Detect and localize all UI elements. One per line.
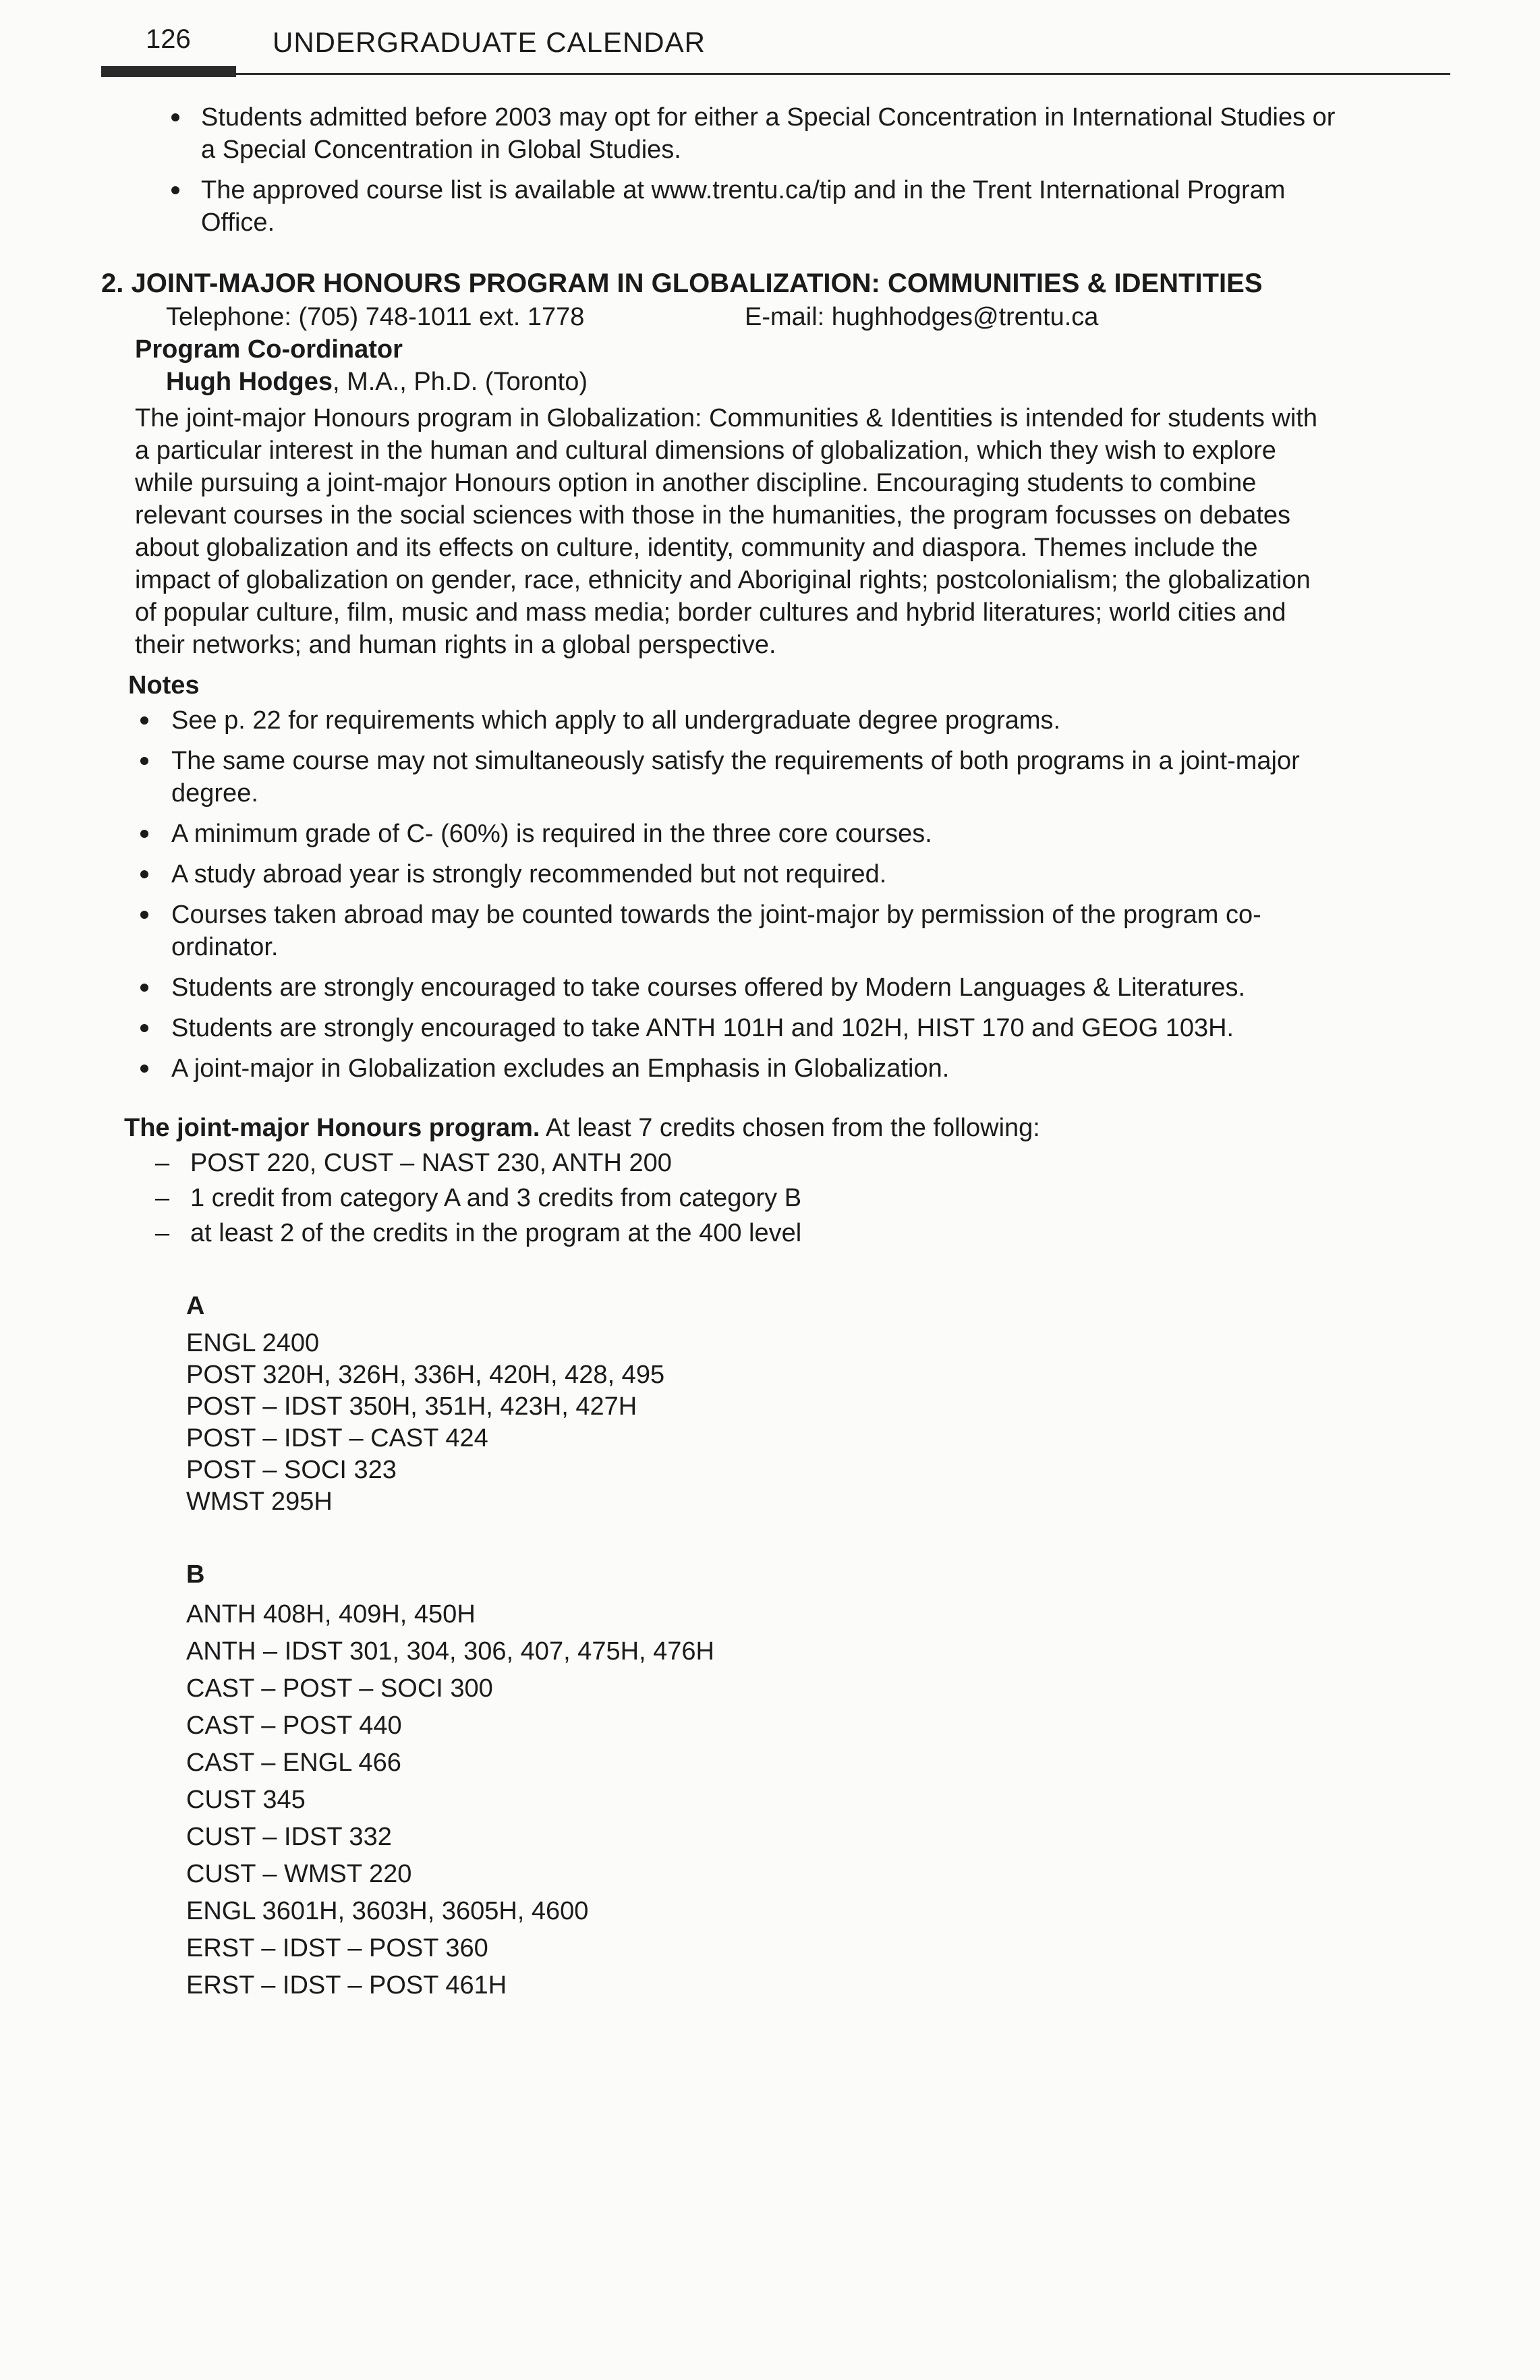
course-entry: CUST – IDST 332 [186,1823,392,1851]
list-item: A joint-major in Globalization excludes an Emphasis in Globalization. [101,1052,1356,1085]
course-entry: ANTH 408H, 409H, 450H [186,1600,476,1628]
telephone: Telephone: (705) 748-1011 ext. 1778 [166,303,585,331]
list-item: Students admitted before 2003 may opt for either a Special Concentration in International Studies or a Special Concentration in Global Studies. [101,101,1356,166]
course-entry: POST – IDST – CAST 424 [186,1424,488,1452]
contact-row [166,301,1356,333]
list-item: – 1 credit from category A and 3 credits from category B [101,1182,1356,1214]
course-entry: WMST 295H [186,1488,333,1516]
course-list [186,1328,1356,1518]
header-rule-thin [236,73,1450,75]
program-title: The joint-major Honours program. [124,1114,540,1142]
category-a [186,1290,1356,1518]
course-entry: CUST – WMST 220 [186,1860,412,1888]
category-label: B [186,1560,205,1589]
course-entry: CAST – ENGL 466 [186,1749,401,1777]
course-entry: ERST – IDST – POST 461H [186,1971,507,2000]
list-item: – at least 2 of the credits in the program at the 400 level [101,1217,1356,1249]
coordinator-label: Program Co-ordinator [135,335,403,364]
course-entry: ERST – IDST – POST 360 [186,1934,488,1962]
section-heading: 2. JOINT-MAJOR HONOURS PROGRAM IN GLOBALIZATION: COMMUNITIES & IDENTITIES [101,268,1263,298]
coordinator [166,366,1356,398]
course-list [186,1596,1356,2004]
course-entry: ANTH – IDST 301, 304, 306, 407, 475H, 476H [186,1637,714,1666]
list-item: The approved course list is available at www.trentu.ca/tip and in the Trent International Program Office. [101,174,1356,239]
coordinator-credentials: , M.A., Ph.D. (Toronto) [332,368,588,396]
course-entry: POST – SOCI 323 [186,1456,397,1484]
course-entry: ENGL 2400 [186,1329,320,1357]
header-rule-thick [101,66,236,77]
program-description: The joint-major Honours program in Globalization: Communities & Identities is intended for students with a particular interest in the human and cultural dimensions of globalization, which they wish to explore while pursuing a joint-major Honours option in another discipline. Encouraging students to combine relevant courses in the social sciences with those in the humanities, the program focusses on debates about globalization and its effects on culture, identity, community and diaspora. Themes include the impact of globalization on gender, race, ethnicity and Aboriginal rights; postcolonialism; the globalization of popular culture, film, music and mass media; border cultures and hybrid literatures; world cities and their networks; and human rights in a global perspective. [135,404,1318,659]
list-item: Courses taken abroad may be counted towards the joint-major by permission of the program co-ordinator. [101,899,1356,963]
course-entry: CAST – POST – SOCI 300 [186,1674,493,1703]
course-entry: POST – IDST 350H, 351H, 423H, 427H [186,1392,637,1421]
list-item: Students are strongly encouraged to take courses offered by Modern Languages & Literatures. [101,971,1356,1004]
running-title: UNDERGRADUATE CALENDAR [273,26,706,58]
email: E-mail: hughhodges@trentu.ca [745,303,1099,331]
list-item: Students are strongly encouraged to take ANTH 101H and 102H, HIST 170 and GEOG 103H. [101,1012,1356,1044]
intro-bullet-list [101,101,1356,239]
page-number: 126 [146,24,191,54]
list-item: The same course may not simultaneously satisfy the requirements of both programs in a joint-major degree. [101,745,1356,810]
course-entry: POST 320H, 326H, 336H, 420H, 428, 495 [186,1361,665,1389]
list-item: See p. 22 for requirements which apply to all undergraduate degree programs. [101,704,1356,737]
notes-heading: Notes [128,671,200,700]
list-item: A study abroad year is strongly recommended but not required. [101,858,1356,890]
course-entry: CAST – POST 440 [186,1711,402,1740]
list-item: – POST 220, CUST – NAST 230, ANTH 200 [101,1147,1356,1179]
program-intro: At least 7 credits chosen from the following: [540,1114,1040,1142]
coordinator-name: Hugh Hodges [166,368,333,396]
list-item: A minimum grade of C- (60%) is required in the three core courses. [101,818,1356,850]
course-entry: ENGL 3601H, 3603H, 3605H, 4600 [186,1897,589,1925]
category-b [186,1558,1356,2004]
requirements-list [101,1147,1356,1249]
course-entry: CUST 345 [186,1786,306,1814]
notes-list [101,704,1356,1085]
page-content [101,101,1356,2004]
category-label: A [186,1292,205,1320]
requirements-intro [124,1112,1356,1144]
running-header [101,23,1356,80]
